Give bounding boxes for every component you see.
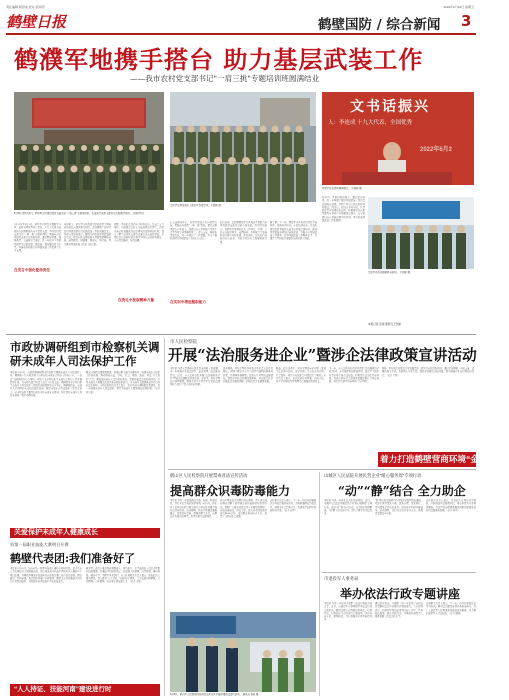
prosecutor-col2: 活动现场，检察干警认真听取企业负责人的意见建议，详细了解企业在生产经营中遇到的困难和问题，并现场答疑解惑，提出有针对性的法律建议，帮助企业防范化解法律风险。检察机关将持续强化法治服务保障，护航民营企业健康发展。 (223, 368, 273, 384)
training-photo (368, 197, 474, 269)
left-bottom-bar-label: “人人持证、技能河南”建设进行时 (14, 686, 112, 693)
mid-rule (168, 469, 476, 470)
lead-body-col2: 培训班上，鹤壁军分区政委为学员讲授了国防动员和民兵建设相关知识，深刻阐明了新时代农村基层党组织书记抓武装工作的重要意义。参训人员纷纷表示，要切实担负起党管武装政治责任，把民兵队伍建设纳入基层党建整体布局，统筹推进，同部署、同落实、同考核，努力推动基层武装工作迈上新台阶。 (64, 224, 111, 246)
prosecutor-kicker: 市人民检察院 (170, 339, 197, 344)
lead-headline: 鹤濮军地携手搭台 助力基层武装工作 (14, 45, 424, 74)
court-title: “动”“静”结合 全力助企 (338, 484, 466, 498)
banner-photo-speaker: 人：李连成 十九大代表、全国优秀 (328, 120, 413, 126)
left-story2-col2: 据介绍，此次大赛是我省规模最大、项目最多、水平最高的一次综合性职业技能赛事。参赛选手们纷纷表示，将发扬工匠精神，奋勇拼搏，赛出风格、赛出水平，为鹤壁争光添彩。市人社局相关负责人表示，将以此次大赛为契机，深入推进“人人持证、技能河南”建设，大力弘扬劳模精神、劳动精神、工匠精神，培养更多高技能人才。（记者 李蕾） (86, 568, 160, 584)
banner-photo-caption: 参训学员在活动现场感受。 王凯彬 摄 (322, 187, 362, 190)
newspaper-logo: 鹤壁日报 (6, 13, 67, 31)
lead-body-col5: 此次培训，是鹤濮两地军分区探索军地联合培训基层党支部书记的有益尝试。参训学员表示，将把所学所悟转化为工作动力，带领广大民兵在防汛救灾、疫情防控、乡村振兴等急难险重任务中当好先锋、作出表率，以实际行动践行初心使命，为地方经济社会发展贡献力量。 (220, 222, 267, 244)
top-right-date: 2022年6月10日 星期五 (443, 5, 474, 9)
banner-photo-date: 2022年6月2 (420, 147, 453, 153)
left-story2-col1: 本报讯 6月10日，河南省第一届职业技能大赛将在郑州开幕。记者从市人力资源和社会保障局获悉，我市共选派76名选手参加本次大赛的55个项目比赛。为确保参赛选手以最佳状态参加比赛，我市高度重视，精心组织，严格选拔，先后组织开展了多轮集训，邀请专家对参赛选手进行有针对性的辅导，全面提升选手技能水平和竞技能力。 (10, 568, 82, 584)
lead-subhead-2: 在洗礼中汲取精神力量 (118, 298, 154, 302)
drug-event-photo (170, 612, 316, 692)
group-photo-caption: 受训学员到浚县东大街社区参观学习。王凯彬 摄 (170, 204, 221, 207)
banner-photo-headline: 文书话振兴 (350, 99, 430, 115)
training-photo-caption: 受训学员参加国防教育培训。 王凯彬 摄 (368, 271, 410, 274)
court-col3: 该院相关负责人表示，将以此次专项行动为契机，不断创新司法服务举措，用心用情为企业排忧解难，为民营经济健康发展提供更加优质高效的司法服务和保障。（记者 孙雪） (426, 500, 476, 512)
left-story2-title: 鹤壁代表团:我们准备好了 (10, 552, 136, 565)
lead-subhead-1: 在发言中强化使命责任 (14, 268, 50, 272)
section-title: 鹤壁国防 / 综合新闻 (318, 17, 441, 33)
court-kicker: 山城区人民法院开展民营企业“暖心服务周”专项行动 (324, 473, 422, 478)
left-story1-col1: 本报讯 6月8日，市政协调研组到市检察机关调研未成年人司法保护工作。调研组一行实地参观了市检察院未成年人检察工作办公室、“一站式”询问救助中心等场所，听取了全市检察机关未成年人检察工作开展情况汇报，并与相关部门负责人进行了座谈交流。调研组对全市检察机关未成年人司法保护工作取得的成绩给予充分肯定。调研组指出，未成年人是祖国的未来和民族的希望，做好未成年人司法保护工作意义重大。全市检察机关要坚持最有利于未成年人原则，持续深化未成年人检察业务统一集中办理改革。 (10, 372, 82, 398)
lead-closing-sign: 本报记者 张颖 通讯员 王凯彬 (368, 323, 402, 326)
veterans-kicker: 市退役军人事务局 (324, 576, 359, 581)
drug-col2: 检察干警还结合办理的真实案例，深入浅出地向群众讲解了新型毒品的伪装形式和识别方法，提醒广大群众特别是青少年要提高警惕，自觉远离毒品，珍爱生命。此次活动共发放宣传资料500余份，接受群众咨询80余人次，取得了良好的社会效果。 (220, 500, 267, 519)
drug-col3: 该院相关负责人表示，下一步，将持续开展形式多样的禁毒宣传活动，不断增强群众禁毒意识，凝聚全社会禁毒合力，为建设平安鹤壁贡献检察力量。（记者 赵华） (270, 500, 316, 512)
left-headline-1: 市政协调研组到市检察机关调研未成年人司法保护工作 (10, 340, 160, 368)
drug-event-photo-caption: 6月8日，鹤山区人民检察院检察官在鹤山区开展禁毒普法宣传活动。 通讯员 张艳 摄 (170, 693, 259, 696)
banner-photo (322, 92, 474, 185)
lead-body-col4: 在交流研讨环节，参训学员结合各自村情实际，围绕如何发挥“一肩三挑”优势、把民兵组织建在产业链上、发挥民兵在乡村振兴中的生力军作用等问题畅所欲言、深入交流，碰撞出思想火花，进一步拓宽了工作思路，坚定了做好新时代基层武装工作的信心决心。 (170, 222, 217, 241)
right-lower-rule (322, 572, 476, 573)
lead-body-col7: 培训中，学员们纷纷表示，通过此次培训，进一步增强了做好基层武装工作的责任感和使命感，学到了西辛庄村的好经验好做法。回去后，将结合本村实际，认真抓好学习成果转化运用，积极推动民兵组织建设与乡村产业发展深度融合，充分发挥民兵在基层治理中的作用，努力开创基层武装工作新局面。 (322, 197, 365, 223)
prosecutor-col3: 据悉，此次活动中，检察干警还向企业职工发放了法治宣传资料，就企业职工关心的劳动合同、社会保险、知识产权保护等问题进行了解答。企业负责人表示，此次活动针对性强、内容丰富，对于企业规范经营管理具有很强的指导意义。 (276, 368, 326, 384)
ceremony-photo (14, 92, 164, 210)
drug-title: 提高群众识毒防毒能力 (170, 484, 291, 498)
masthead-rule (6, 33, 476, 35)
court-col1: 本报讯 为进一步优化法治化营商环境，近日，山城区人民法院开展民营企业“暖心服务周”专项行动，采取“动”“静”结合方式，全力助企纾困解难。“动”即主动走访企业，深入了解企业司法需求。 (324, 500, 372, 516)
drug-kicker: 鹤山区人民检察院开展禁毒普法宣传活动 (170, 473, 248, 478)
prosecutor-col1: 本报讯 为深入贯彻落实优化营商环境工作部署，进一步增强企业依法经营、依法管理、依法维权意识，近日，市人民检察院开展“法治服务进企业”暨涉企法律政策宣讲活动。宣讲中，检察干警结合典型案例，围绕企业生产经营中常见的法律风险等进行了深入浅出的讲解。 (170, 368, 220, 387)
slogan-label: 着力打造鹤壁营商环境“金字招牌” (380, 454, 509, 464)
lead-bottom-rule (6, 334, 476, 335)
left-story1-col2: 要充分发挥法律监督职能，加强与相关部门沟通协作，构建未成年人保护工作新格局，推动形成家庭、学校、社会、网络、政府、司法“六大保护”合力。要加强未成年人法治宣传教育，积极开展法治进校园活动，引导未成年人增强法治意识和自我保护能力，为未成年人健康成长营造良好的法治环境。市检察院相关负责人表示，将认真落实调研组意见建议，进一步加强未成年人司法保护，努力为未成年人健康成长保驾护航。（记者 刘宇航） (86, 372, 160, 394)
veterans-title: 举办依法行政专题讲座 (340, 587, 461, 601)
ceremony-photo-caption: 5月31日至6月1日，鹤壁军分区组织的党支部书记“一肩三挑”专题培训班，在浚县完成党支部书记实践教学培训。 (资料图片) (14, 212, 145, 215)
lead-body-col6: 据了解，下一步，两地军分区将持续深化军地协作，创新培训方式，丰富培训内容，常态化组织农村基层党支部书记开展专题培训，推动党管武装各项制度落地见效，不断夯实基层武装工作根基，提升基层武装工作整体水平，为强军兴军和地方发展作出新的更大贡献。 (270, 222, 317, 241)
prosecutor-col5: 同时，检察机关将聚焦企业发展需求，建立常态化联系机制，通过走访调研、座谈交流、法律咨询等方式，及时回应企业关切，帮助企业解决实际问题，切实增强企业获得感和满意度。（记者 王帅） (382, 368, 474, 377)
lead-subhead-3: 在实训中增进履职能力 (170, 300, 206, 304)
right-col-divider (319, 472, 320, 696)
veterans-col3: 该局相关负责人表示，下一步，将持续加强法治学习培训，推动法治建设各项任务落地落实，为广大退役军人提供更加优质高效的服务，全力维护退役军人合法权益。（记者 周晓） (426, 603, 476, 615)
top-left-meta: 责任编辑:程思成 校对:袁家明 (6, 5, 45, 9)
prosecutor-headline: 开展“法治服务进企业”暨涉企法律政策宣讲活动 (168, 347, 477, 364)
group-photo (170, 92, 316, 202)
veterans-col2: 通过此次讲座，干部职工进一步提高了运用法治思维和法治方式解决问题的能力。大家纷纷表示，将把所学知识运用到实际工作中，严格依法履职，规范行政行为，不断提升退役军人服务保障工作法治化水平。 (375, 603, 423, 619)
left-story2-kicker: 首第一届职业技能大赛明日开赛 (10, 542, 69, 547)
page-number: 3 (461, 12, 472, 30)
col-divider (164, 338, 165, 696)
prosecutor-col4: 下一步，市人民检察院将持续深化“法治服务进企业”活动，充分发挥检察职能作用，依法平等保护各类市场主体合法权益，积极营造法治化营商环境，为我市经济社会高质量发展提供有力司法保障，助力打造鹤壁营商环境“金字招牌”。 (329, 368, 379, 384)
court-col2: “静”即在诉讼服务中心开设涉企案件绿色通道，对涉企案件优先立案、优先审理、优先执行，切实降低企业诉讼成本，提升涉企纠纷化解效率。活动期间，该院共走访企业20余家，收集意见建议30余条。 (375, 500, 423, 516)
lead-body-col1: 5月31日至6月1日，鹤壁军分区联合濮阳军分区，依托全国优秀共产党员、十九大代表李连成所在的濮阳县西辛庄村党支部，举办农村党支部书记“一肩三挑”专题培训班。两地40余名基层党支部书记参加培训，通过理论授课、现场教学、交流研讨等形式，进一步提升了基层党组织书记抓党建、抓武装、抓发展的能力水平，为推动乡村振兴和基层武装工作提供了有力支撑。 (14, 224, 61, 253)
veterans-col1: 本报讯 为进一步提升干部职工依法行政能力和水平，近日，市退役军人事务局举办依法行政专题讲座，邀请法律专家围绕行政执法、行政复议、行政诉讼等内容进行专题辅导。讲座内容丰富、案例鲜活，具有很强的针对性和指导性。 (324, 603, 372, 622)
lead-subtitle: ——我市农村党支部书记"一肩三挑"专题培训班圆满结业 (130, 74, 320, 83)
drug-col1: 本报讯 为进一步提高群众识毒、防毒、拒毒意识，营造全民禁毒的浓厚氛围，6月8日，鹤山区人民检察院联合相关部门在鹤山区开展禁毒普法宣传活动。活动现场，检察干警通过展板展示、发放宣传资料、现场讲解等方式，向群众普及毒品的种类、危害及相关法律知识。 (170, 500, 217, 519)
left-tag: 关爱保护未成年人健康成长 (14, 529, 98, 536)
lead-body-col3: 期间，学员们走进西辛庄村村史馆、民兵之家等场所，实地感受该村在李连成同志带领下，由贫穷落后村发展成为远近闻名的富裕村的历程，深入了解了该村党支部书记兼任民兵连指导员、带领民兵在急难险重任务中冲锋在前的经验做法，大家深受触动、倍受鼓舞。 (114, 224, 164, 243)
